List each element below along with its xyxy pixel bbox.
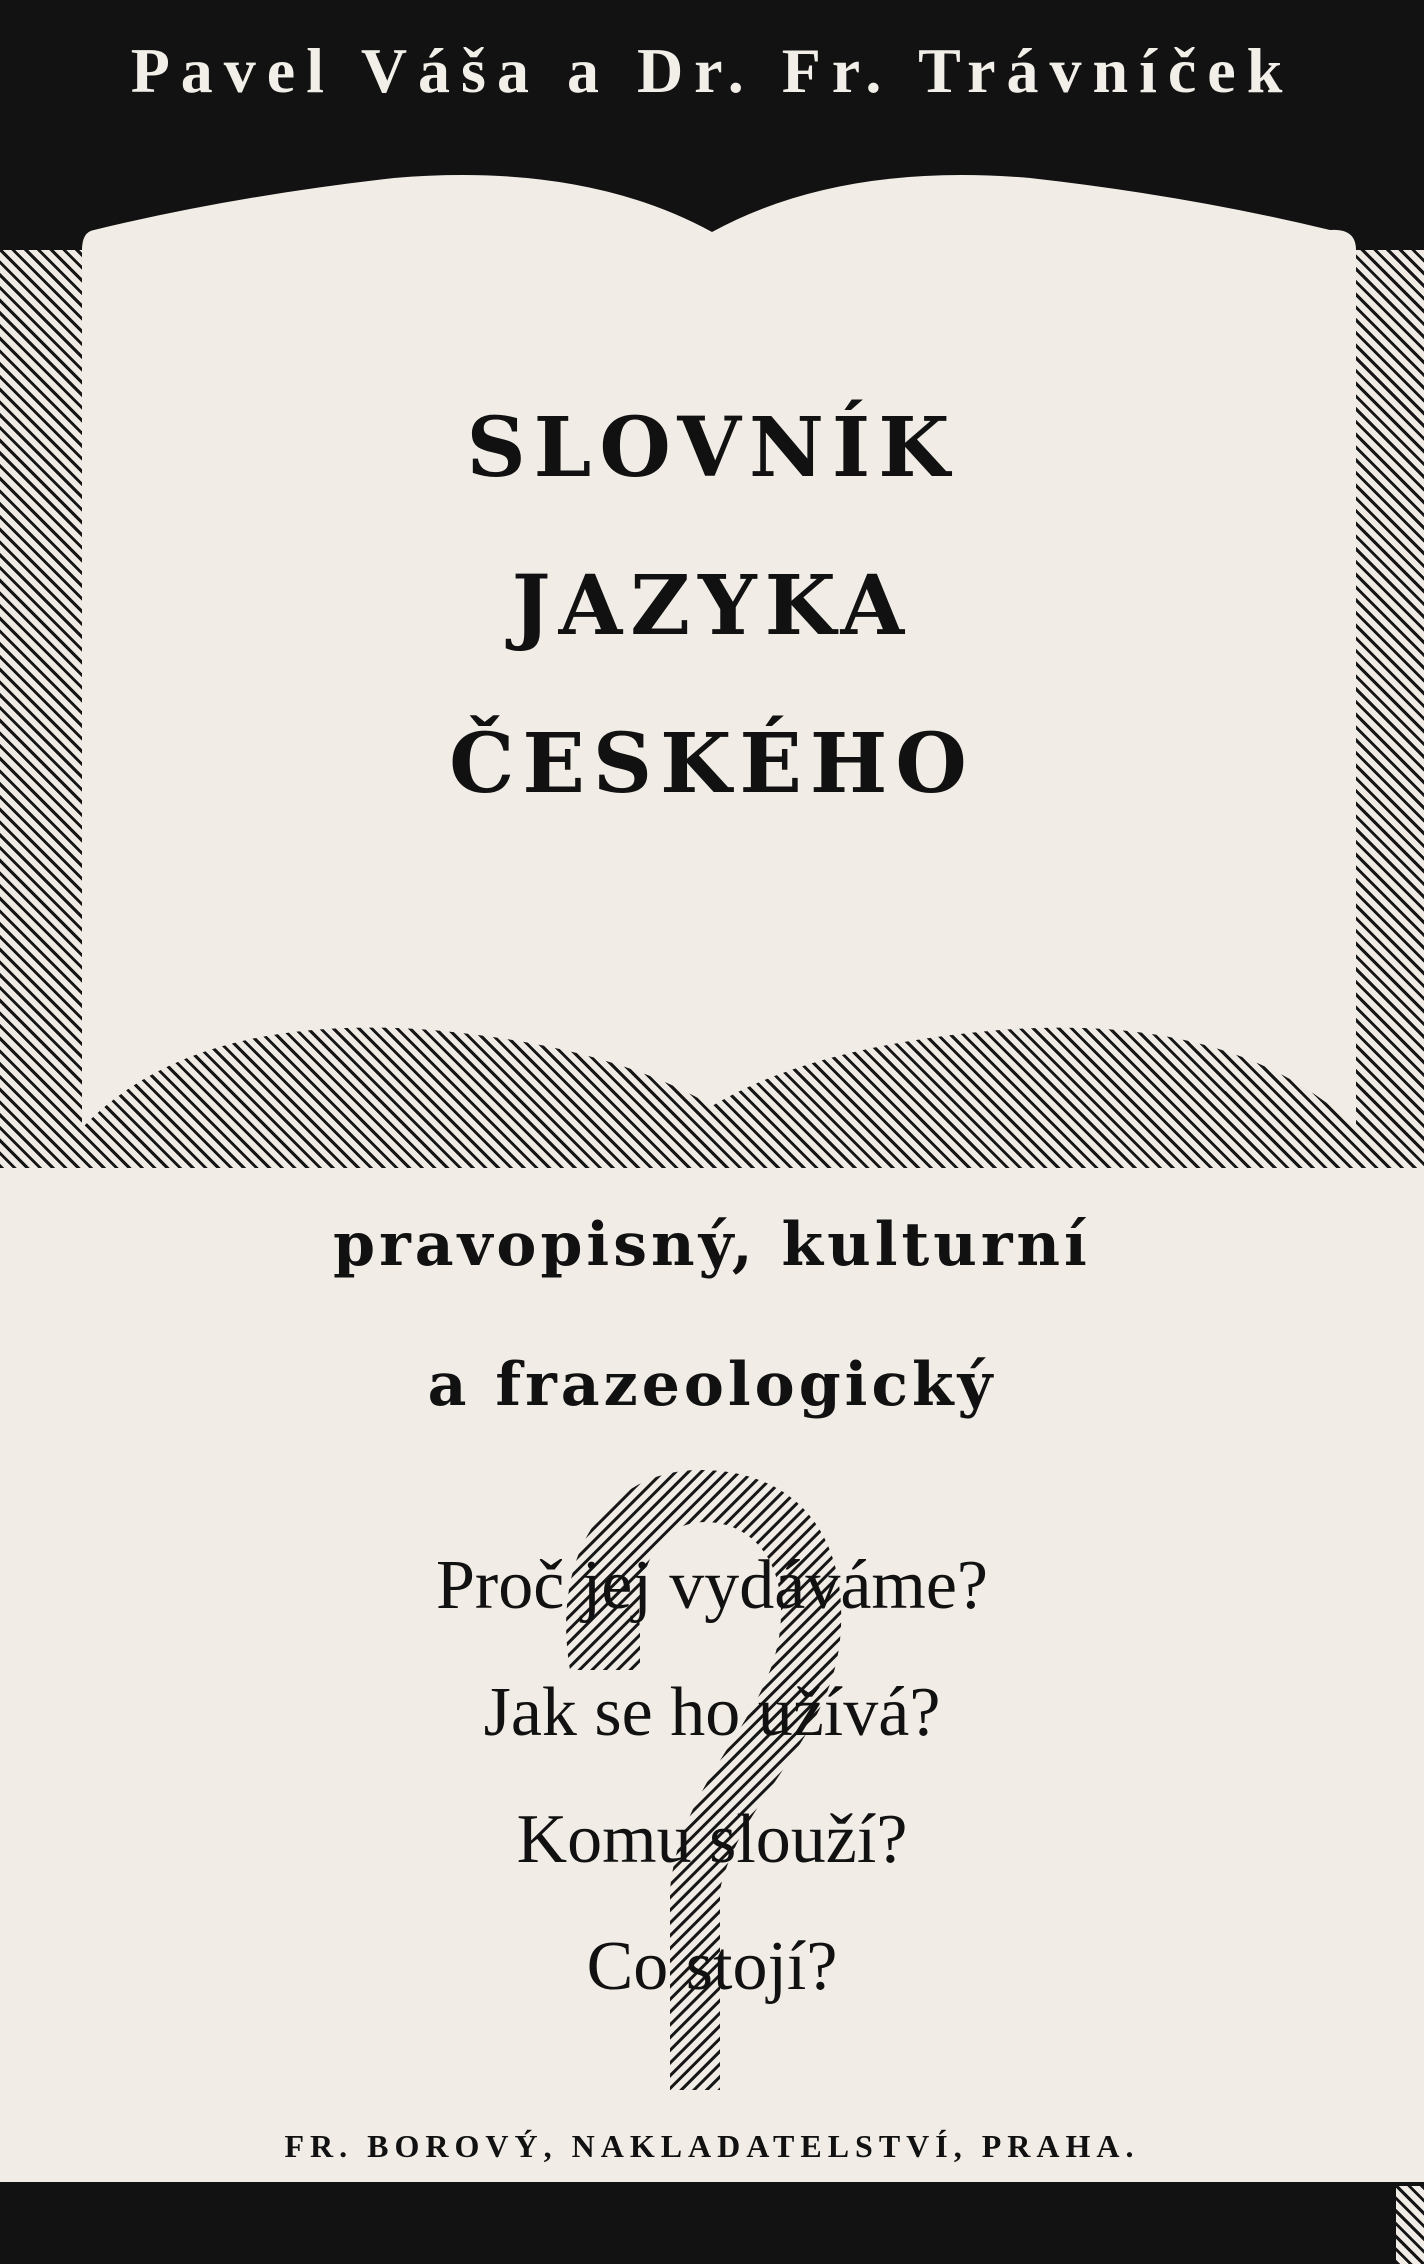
title-line-3: ČESKÉHO (449, 716, 975, 812)
title-line-2: JAZYKA (511, 558, 913, 654)
question-mark-icon (540, 1440, 860, 2120)
authors-line: Pavel Váša a Dr. Fr. Trávníček (130, 35, 1294, 106)
question-4: Co stojí? (586, 1928, 838, 2005)
subtitle-line-2: a frazeologický (427, 1350, 997, 1420)
bottom-black-band (0, 2182, 1424, 2264)
question-2: Jak se ho užívá? (483, 1674, 941, 1751)
question-1: Proč jej vydáváme? (435, 1547, 988, 1624)
publisher-line: FR. BOROVÝ, NAKLADATELSTVÍ, PRAHA. (284, 2128, 1140, 2164)
corner-hatch-strip (1396, 2186, 1424, 2264)
subtitle-line-1: pravopisný, kulturní (333, 1210, 1091, 1280)
question-3: Komu slouží? (516, 1801, 908, 1878)
title-line-1: SLOVNÍK (466, 400, 958, 496)
